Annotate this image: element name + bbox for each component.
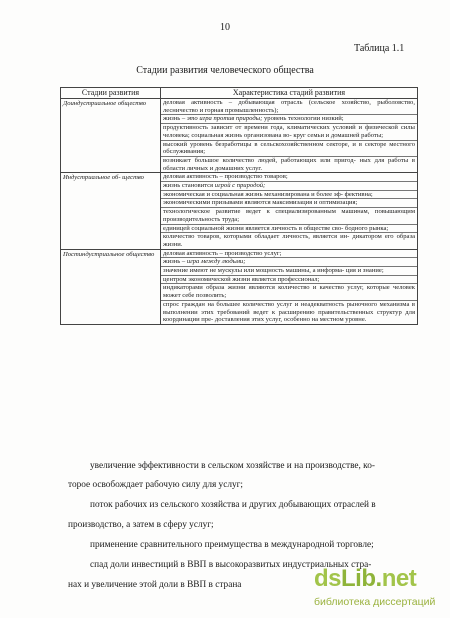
header-characteristics: Характеристика стадий развития	[161, 88, 418, 99]
characteristic-item: значение имеют не мускулы или мощность машины, а информа- ция и знание;	[161, 267, 417, 276]
characteristic-item: единицей социальной жизни является личность в обществе сво- бодного рынка;	[161, 225, 417, 234]
characteristic-item: индикаторами образа жизни являются количество и качество услуг, которые человек может себе позволить;	[163, 284, 415, 300]
table-row	[61, 173, 418, 249]
stage-characteristics-cell	[161, 249, 418, 324]
characteristic-item: количество товаров, которыми обладает личность, является ин- дикатором его образа жизни.	[163, 233, 415, 248]
paragraph-line: спад доли инвестиций в ВВП в высокоразвитых индустриальных стра-	[90, 560, 372, 570]
stage-name-cell: Индустриальное об- щество	[61, 173, 161, 249]
characteristic-item: деловая активность – добывающая отрасль (сельское хозяйство, рыболовство, лесничество и горная промышленность);	[163, 99, 415, 114]
characteristic-item: деловая активность – производство услуг;	[161, 250, 417, 259]
table-header-row	[61, 88, 418, 99]
paragraph-line: применение сравнительного преимущества в международной торговле;	[90, 540, 374, 550]
dslib-logo: dsLib.net	[314, 565, 417, 592]
characteristic-item: продуктивность зависит от времени года, климатических условий и физической силы человека; социальная жизнь организована во- круг семьи и домашней работы;	[163, 124, 415, 139]
table-body	[61, 99, 418, 325]
characteristic-item: деловая активность – производство товаров;	[161, 173, 417, 182]
paragraph-line: нах и увеличение этой доли в ВВП в страна	[68, 580, 242, 590]
paragraph-line: поток рабочих из сельского хозяйства и других добывающих отраслей в	[90, 500, 376, 510]
stage-name-cell: Постиндустриальное общество	[61, 249, 161, 324]
dslib-subtitle: библиотека диссертаций	[314, 596, 436, 608]
characteristic-item: жизнь – это игра против природы; уровень технологии низкий;	[161, 115, 417, 124]
characteristic-item: технологическое развитие ведет к специализированным машинам, повышающим производительность труда;	[163, 208, 415, 223]
stages-table	[60, 87, 418, 325]
table-title: Стадии развития человеческого общества	[136, 65, 314, 76]
table-label: Таблица 1.1	[354, 43, 405, 54]
characteristic-item: экономическими призывами являются максимизация и оптимизация;	[161, 199, 417, 208]
stage-characteristics-cell	[161, 99, 418, 173]
paragraph-line: увеличение эффективности в сельском хозяйстве и на производстве, ко-	[90, 461, 375, 471]
characteristic-item: жизнь – игра между людьми;	[161, 258, 417, 267]
characteristic-item: возникает большое количество людей, работающих или пригод- ных для работы в области личных и домашних услуг.	[163, 156, 415, 172]
table-row	[61, 249, 418, 324]
page-number: 10	[220, 22, 230, 33]
characteristic-item: высокий уровень безработицы в сельскохозяйственном секторе, и в секторе местного обслуживания;	[163, 140, 415, 156]
table-row	[61, 99, 418, 173]
characteristic-item: центром экономической жизни является профессионал;	[161, 276, 417, 285]
paragraph-line: производство, а затем в сферу услуг;	[68, 520, 214, 530]
characteristic-item: спрос граждан на большее количество услуг и неадекватность рыночного механизма в выполнении этих требований ведет к расширению правительственных структур для координации пре- доставления этих услуг, особенно на местном уровне.	[163, 300, 415, 324]
stage-characteristics-cell	[161, 173, 418, 249]
paragraph-line: торое освобождает рабочую силу для услуг;	[68, 480, 244, 490]
stage-name-cell: Доиндустриальное общество	[61, 99, 161, 173]
header-stage: Стадии развития	[61, 88, 161, 99]
dslib-watermark	[298, 561, 450, 618]
characteristic-item: жизнь становится игрой с природой;	[161, 182, 417, 191]
characteristic-item: экономическая и социальная жизнь механизирована и более эф- фективна;	[161, 191, 417, 200]
